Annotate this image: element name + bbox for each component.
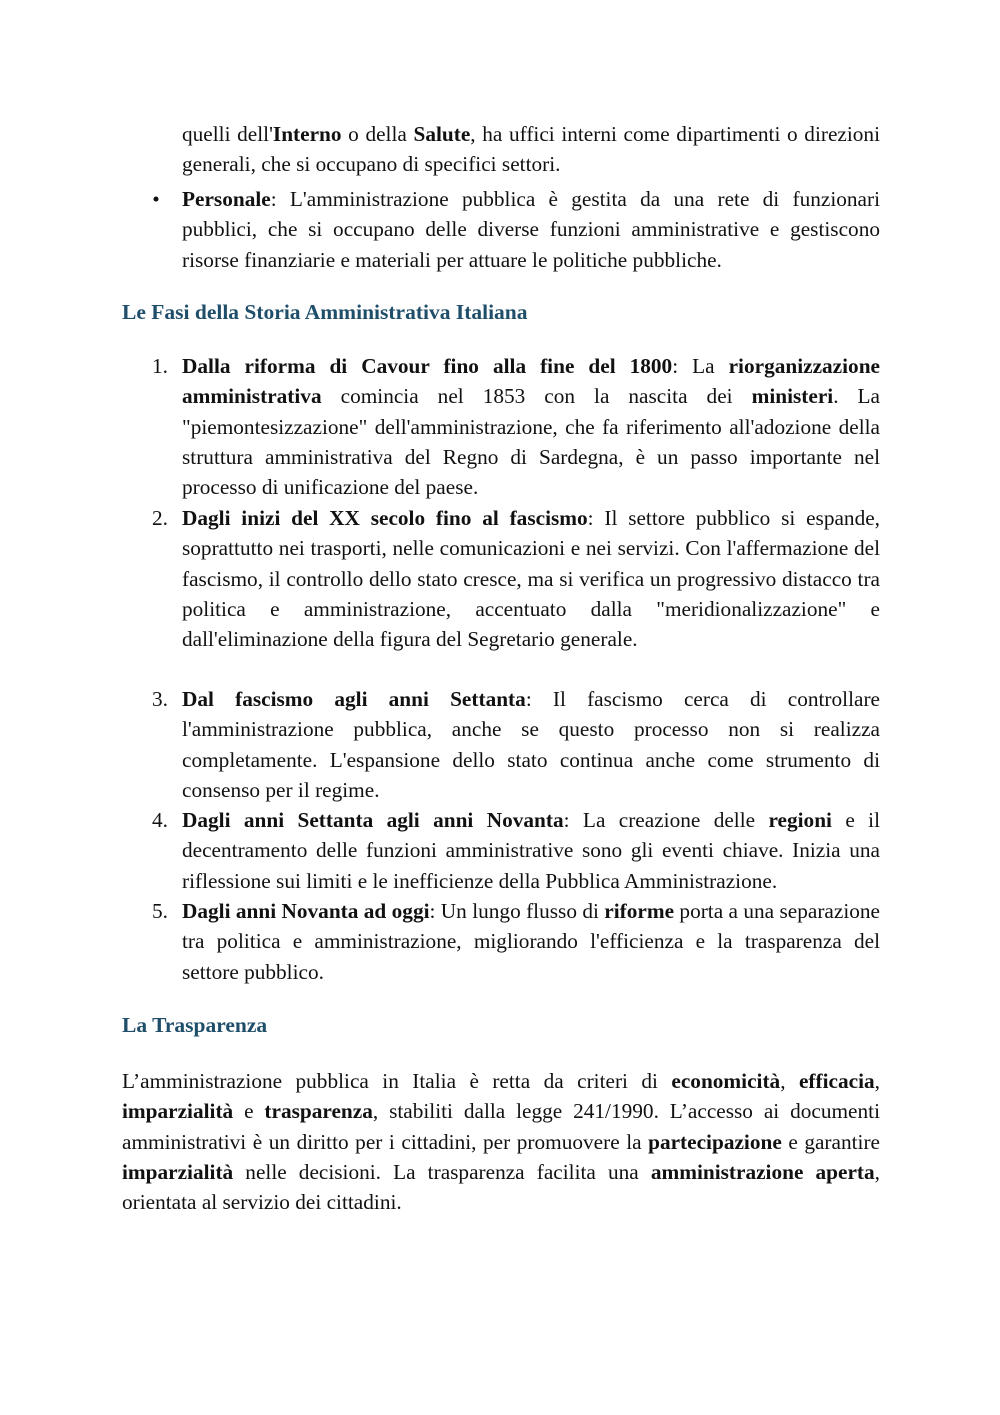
list-item [182, 503, 880, 654]
text-run: , stabiliti dalla legge 241/1990. L’accesso ai documenti amministrativi è un diritto per i cittadini, per promuovere la [122, 1099, 880, 1154]
text-run: e [233, 1099, 265, 1124]
bullet-item-personale [182, 184, 880, 275]
text-run: porta a una separazione tra politica e amministrazione, migliorando l'efficienza e la trasparenza del settore pubblico. [182, 899, 880, 984]
paragraph-trasparenza [122, 1066, 880, 1217]
bold-term: economicità [671, 1069, 781, 1093]
bold-term: Dagli anni Novanta ad oggi [182, 899, 430, 923]
continuation-paragraph [182, 119, 880, 180]
bold-term: Salute [413, 122, 471, 146]
bold-term: imparzialità [122, 1159, 234, 1184]
text-run: : L'amministrazione pubblica è gestita da una rete di funzionari pubblici, che si occupano delle diverse funzioni amministrative e gestiscono risorse finanziarie e materiali per attuare le politiche pubbliche. [182, 187, 880, 272]
list-item [182, 805, 880, 896]
bold-term: Interno [272, 122, 342, 146]
list-item [182, 684, 880, 805]
text-run: nelle decisioni. La trasparenza facilita una [233, 1159, 651, 1184]
bold-term: Personale [182, 187, 271, 211]
bold-term: regioni [768, 808, 832, 832]
bold-term: imparzialità [122, 1099, 234, 1124]
list-number: 2. [152, 506, 168, 530]
list-number: 4. [152, 808, 168, 832]
bold-term: riorganizzazione amministrativa [182, 354, 880, 409]
text-run: , [874, 1069, 880, 1093]
text-run: quelli dell' [182, 122, 273, 146]
bullet-marker: • [152, 187, 160, 211]
list-number: 3. [152, 687, 168, 711]
bold-term: riforme [604, 899, 675, 923]
list-number: 1. [152, 354, 168, 378]
text-run: comincia nel 1853 con la nascita dei [321, 384, 752, 409]
text-run: . La "piemontesizzazione" dell'amministrazione, che fa riferimento all'adozione della struttura amministrativa del Regno di Sardegna, è un passo importante nel processo di unificazione del paese. [182, 384, 880, 500]
bold-term: Dagli anni Settanta agli anni Novanta [182, 808, 564, 832]
section-heading-trasparenza: La Trasparenza [122, 1013, 268, 1037]
text-run: , [780, 1069, 799, 1093]
text-run: e il decentramento delle funzioni amministrative sono gli eventi chiave. Inizia una riflessione sui limiti e le inefficienze della Pubblica Amministrazione. [182, 808, 880, 893]
list-item [182, 896, 880, 987]
text-run: L’amministrazione pubblica in Italia è retta da criteri di [122, 1069, 672, 1093]
bold-term: partecipazione [648, 1129, 782, 1154]
bold-term: trasparenza [264, 1099, 373, 1124]
text-run: , orientata al servizio dei cittadini. [122, 1159, 880, 1215]
bold-term: efficacia [798, 1069, 875, 1093]
bold-term: amministrazione aperta [650, 1159, 875, 1184]
text-run: : Il fascismo cerca di controllare l'amministrazione pubblica, anche se questo processo non si realizza completamente. L'espansione dello stato continua anche come strumento di consenso per il regime. [182, 687, 880, 802]
text-run: : Un lungo flusso di [429, 899, 605, 923]
bold-term: ministeri [751, 384, 834, 409]
list-number: 5. [152, 899, 168, 923]
bold-term: Dalla riforma di Cavour fino alla fine del 1800 [182, 354, 673, 378]
text-run: : Il settore pubblico si espande, soprattutto nei trasporti, nelle comunicazioni e nei servizi. Con l'affermazione del fascismo, il controllo dello stato cresce, ma si verifica un progressivo distacco tra politica e amministrazione, accentuato dalla "meridionalizzazione" e dall'eliminazione della figura del Segretario generale. [182, 506, 880, 652]
text-run: o della [341, 122, 414, 146]
list-item [182, 351, 880, 502]
bold-term: Dagli inizi del XX secolo fino al fascismo [182, 506, 588, 530]
text-run: : La creazione delle [563, 808, 769, 832]
text-run: e garantire [781, 1129, 880, 1154]
text-run: , ha uffici interni come dipartimenti o direzioni generali, che si occupano di specifici settori. [182, 122, 880, 177]
bold-term: Dal fascismo agli anni Settanta [182, 687, 526, 711]
text-run: : La [672, 354, 729, 378]
section-heading-fasi: Le Fasi della Storia Amministrativa Italiana [122, 300, 528, 324]
